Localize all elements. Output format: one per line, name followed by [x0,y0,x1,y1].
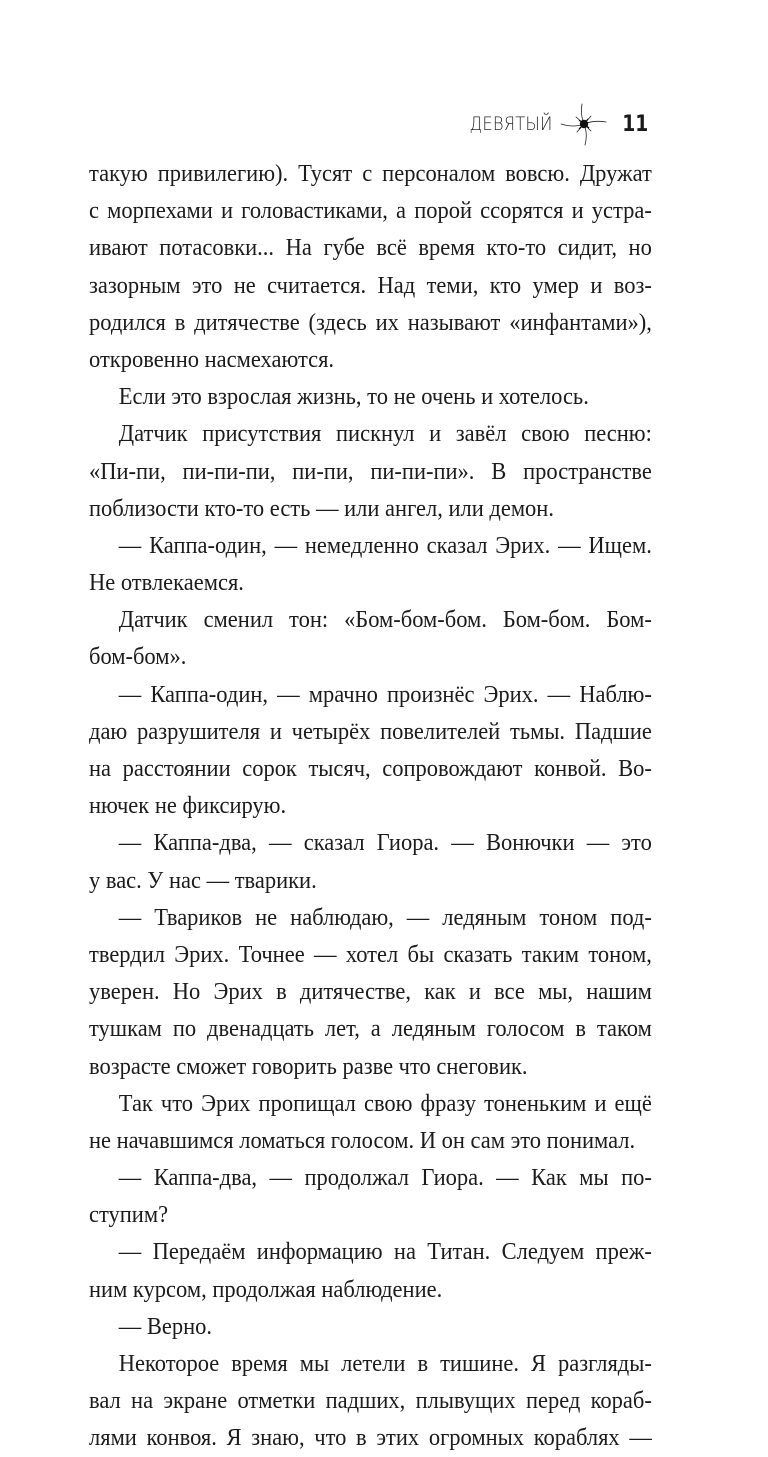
page-number: 11 [622,111,649,137]
text-line: бом-бом». [89,643,187,671]
text-line: Так что Эрих пропищал свою фразу тоненьким и ещё [118,1089,652,1117]
text-line: на расстоянии сорок тысяч, сопровождают конвой. Во- [89,755,652,782]
running-header [456,104,651,144]
body-text [89,155,652,1457]
text-line: родился в дитячестве (здесь их называют «инфантами»), [89,308,652,336]
text-line: возрасте сможет говорить разве что снеговик. [89,1052,528,1080]
text-line: — Каппа-один, — мрачно произнёс Эрих. — Наблю- [118,680,652,708]
text-line: — Передаём информацию на Титан. Следуем преж- [118,1238,652,1266]
running-title: ДЕВЯТЫЙ [469,113,553,135]
text-line: такую привилегию). Тусят с персоналом вовсю. Дружат [89,160,652,187]
text-line: лями конвоя. Я знаю, что в этих огромных кораблях — [89,1424,652,1452]
text-line: твердил Эрих. Точнее — хотел бы сказать таким тоном, [89,940,652,968]
text-line: у вас. У нас — тварики. [89,866,317,894]
text-line: — Каппа-один, — немедленно сказал Эрих. — Ищем. [118,531,652,559]
text-line: — Твариков не наблюдаю, — ледяным тоном под- [118,903,652,931]
text-line: откровенно насмехаются. [89,345,335,373]
text-line: ивают потасовки... На губе всё время кто-то сидит, но [89,234,652,262]
text-line: Некоторое время мы летели в тишине. Я разгляды- [118,1350,652,1377]
text-line: с морпехами и головастиками, а порой ссорятся и устра- [89,197,652,225]
text-line: — Каппа-два, — сказал Гиора. — Вонючки — это [118,829,652,857]
text-line: не начавшимся ломаться голосом. И он сам это понимал. [89,1126,636,1154]
star-burst-icon [558,102,610,146]
text-line: — Верно. [118,1312,213,1340]
text-line: «Пи-пи, пи-пи-пи, пи-пи, пи-пи-пи». В пространстве [89,457,652,485]
text-line: Датчик сменил тон: «Бом-бом-бом. Бом-бом. Бом- [118,606,652,634]
text-line: ним курсом, продолжая наблюдение. [89,1275,443,1303]
text-line: поблизости кто-то есть — или ангел, или демон. [89,494,554,522]
text-line: — Каппа-два, — продолжал Гиора. — Как мы по- [118,1164,652,1192]
text-line: нючек не фиксирую. [89,792,287,820]
text-line: вал на экране отметки падших, плывущих перед кораб- [89,1387,652,1415]
text-line: Не отвлекаемся. [89,569,244,597]
text-line: уверен. Но Эрих в дитячестве, как и все мы, нашим [89,978,652,1006]
text-line: Если это взрослая жизнь, то не очень и хотелось. [118,383,589,411]
text-line: ступим? [89,1201,169,1229]
text-line: Датчик присутствия пискнул и завёл свою песню: [118,420,652,448]
text-line: тушкам по двенадцать лет, а ледяным голосом в таком [89,1015,652,1043]
text-line: зазорным это не считается. Над теми, кто умер и воз- [89,271,652,299]
text-line: даю разрушителя и четырёх повелителей тьмы. Падшие [89,717,652,745]
